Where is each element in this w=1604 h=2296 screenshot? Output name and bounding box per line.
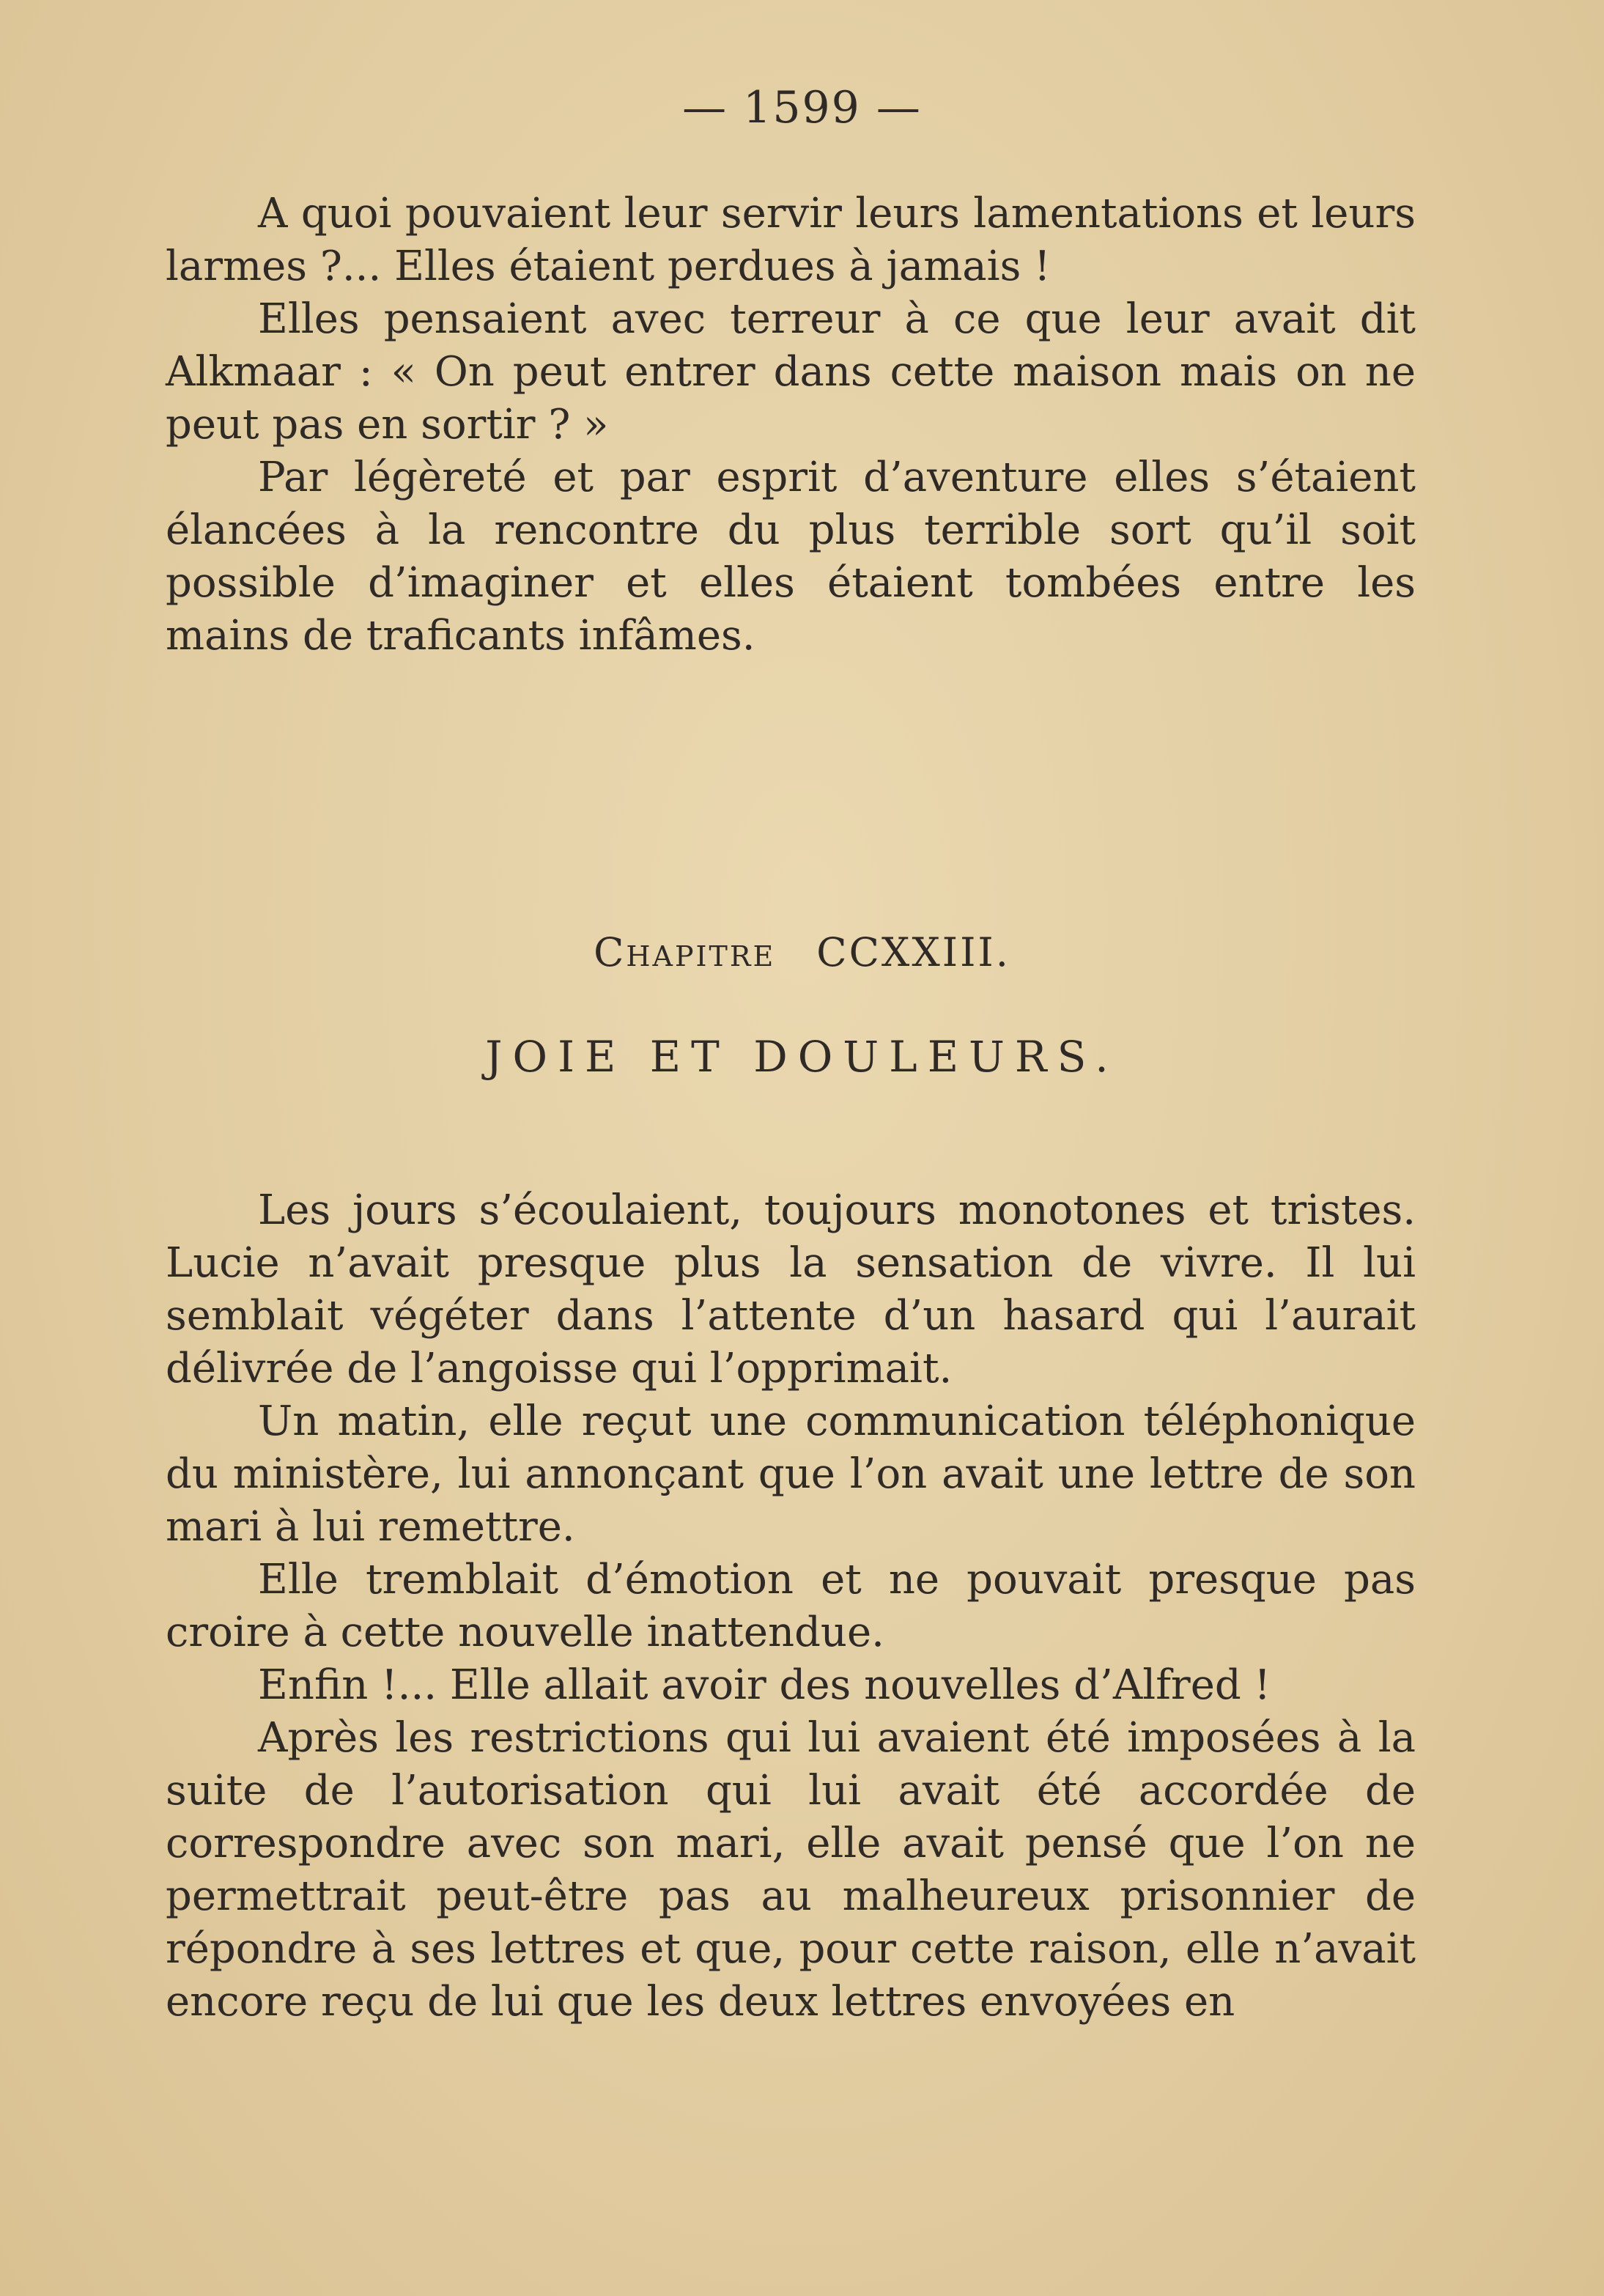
text-block-bottom [166,1184,1416,2029]
text-block-top [166,188,1416,662]
paragraph: Enfin !... Elle allait avoir des nouvelles d’Alfred ! [258,1661,1271,1709]
paragraph: Par légèreté et par esprit d’aventure elles s’étaient élancées à la rencontre du plus terrible sort qu’il soit possible d’imaginer et elles étaient tombées entre les mains de traficants infâmes. [166,454,1416,660]
page-number: — 1599 — [682,82,922,133]
paragraph: A quoi pouvaient leur servir leurs lamentations et leurs larmes ?... Elles étaient perdues à jamais ! [166,190,1416,290]
paragraph: Elles pensaient avec terreur à ce que leur avait dit Alkmaar : « On peut entrer dans cette maison mais on ne peut pas en sortir ? » [166,295,1416,449]
paragraph: Après les restrictions qui lui avaient été imposées à la suite de l’autorisation qui lui avait été accordée de correspondre avec son mari, elle avait pensé que l’on ne permettrait peut-être pas au malheureux prisonnier de répondre à ses lettres et que, pour cette raison, elle n’avait encore reçu de lui que les deux lettres envoyées en [166,1714,1416,2026]
paragraph: Elle tremblait d’émotion et ne pouvait presque pas croire à cette nouvelle inattendue. [166,1556,1416,1656]
paragraph: Les jours s’écoulaient, toujours monotones et tristes. Lucie n’avait presque plus la sensation de vivre. Il lui semblait végéter dans l’attente d’un hasard qui l’aurait délivrée de l’angoisse qui l’opprimait. [166,1186,1416,1392]
chapter-title: JOIE ET DOULEURS. [485,1032,1119,1082]
chapter-number: CCXXIII. [816,929,1010,975]
chapter-heading [0,929,1604,975]
paragraph: Un matin, elle reçut une communication téléphonique du ministère, lui annonçant que l’on avait une lettre de son mari à lui remettre. [166,1398,1416,1551]
chapter-label: Chapitre [594,929,776,975]
